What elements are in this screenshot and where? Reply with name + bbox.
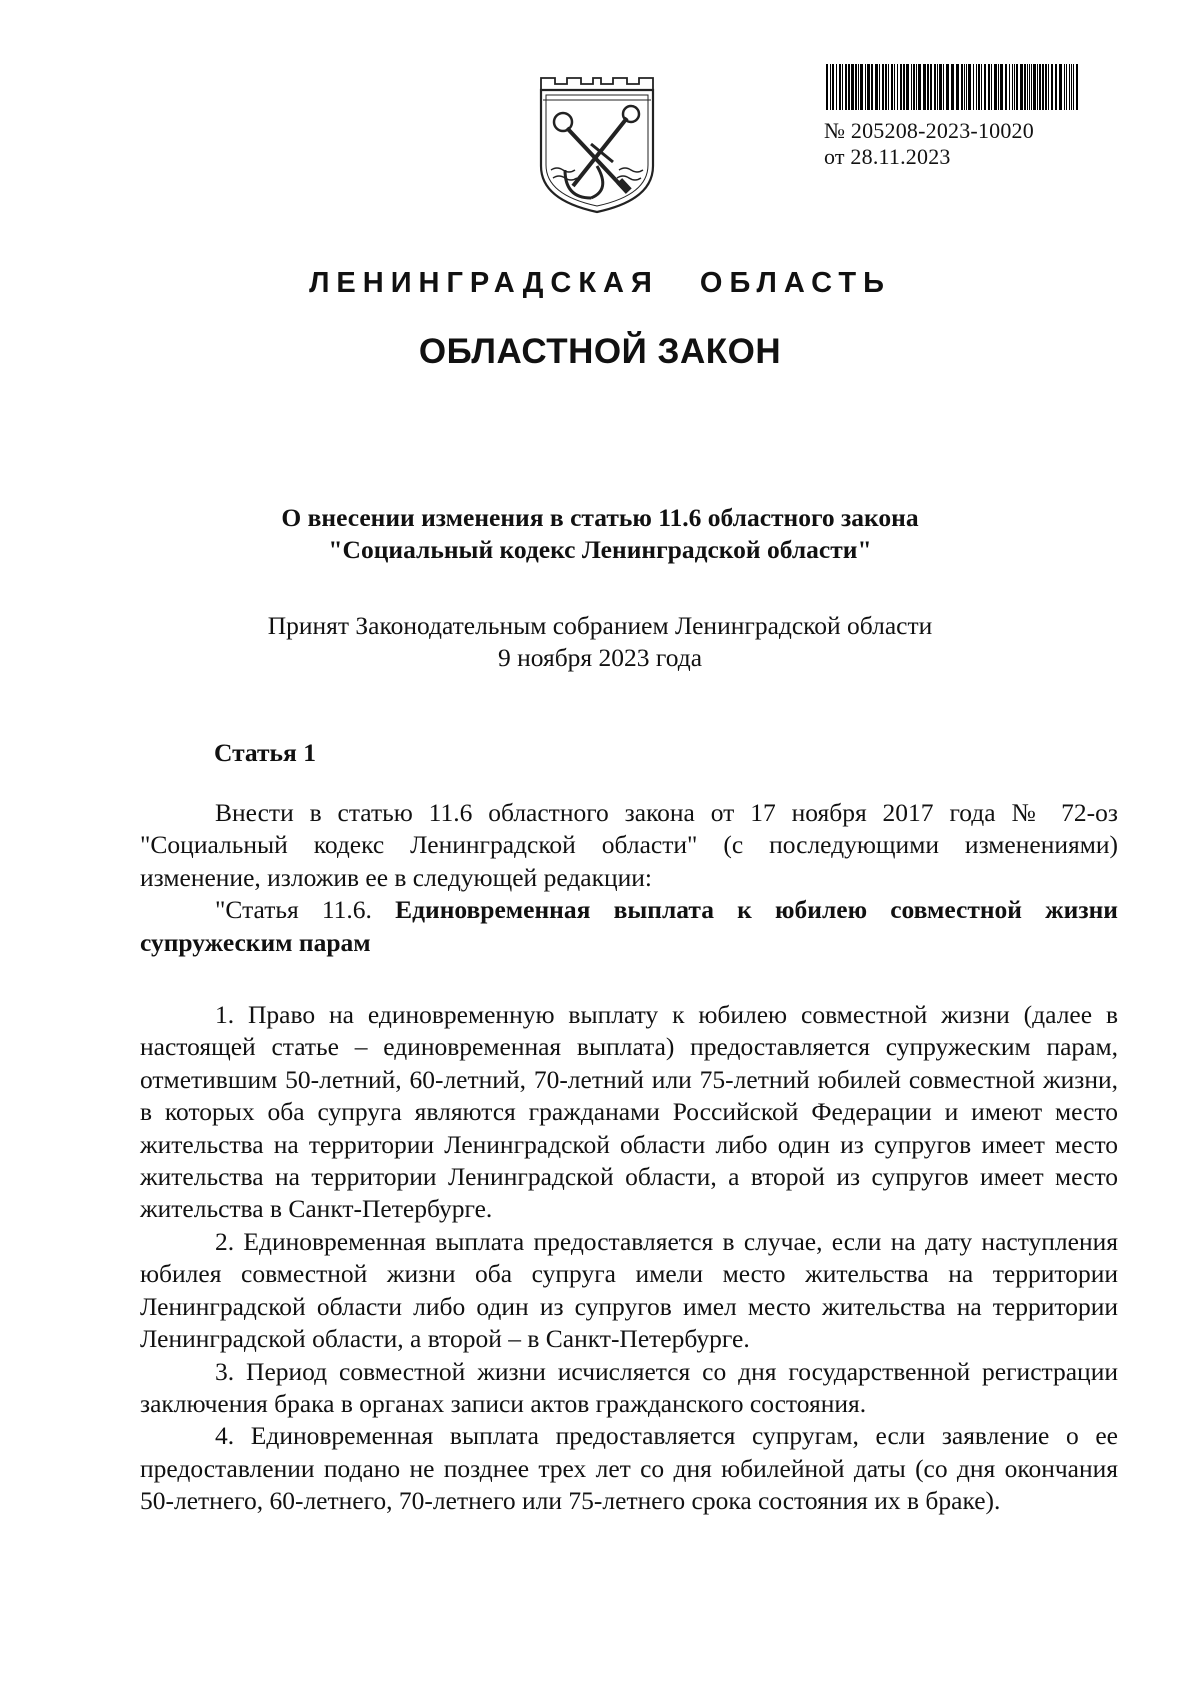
- barcode-bar: [966, 64, 967, 110]
- barcode-bar: [1012, 64, 1013, 110]
- barcode-bar: [1000, 64, 1003, 110]
- law-title-line: "Социальный кодекс Ленинградской области": [328, 535, 872, 564]
- barcode-bar: [918, 64, 921, 110]
- barcode-bar: [911, 64, 912, 110]
- new-article-heading: [140, 894, 1118, 959]
- barcode-bar: [830, 64, 831, 110]
- barcode-bar: [871, 64, 873, 110]
- barcode-bar: [860, 64, 863, 110]
- barcode-bar: [1037, 64, 1038, 110]
- barcode-bar: [1029, 64, 1030, 110]
- barcode-bar: [900, 64, 902, 110]
- barcode-bar: [845, 64, 847, 110]
- barcode-bar: [858, 64, 859, 110]
- barcode-bar: [826, 64, 828, 110]
- barcode-bar: [943, 64, 944, 110]
- barcode-bar: [897, 64, 898, 110]
- registration-number: № 205208-2023-10020: [824, 118, 1034, 143]
- adoption-note: [0, 610, 1200, 674]
- barcode-bar: [951, 64, 954, 110]
- barcode-bar: [927, 64, 929, 110]
- barcode-bar: [1076, 64, 1078, 110]
- spacer: [140, 959, 1118, 999]
- article-heading: Статья 1: [214, 738, 316, 767]
- barcode-bar: [981, 64, 982, 110]
- barcode-bar: [885, 64, 887, 110]
- barcode-bar: [961, 64, 963, 110]
- new-article-title: Единовременная выплата к юбилею совместной жизни супружеским парам: [140, 895, 1118, 957]
- barcode-bar: [1055, 64, 1057, 110]
- barcode-bar: [991, 64, 992, 110]
- barcode-bar: [1073, 64, 1074, 110]
- article-point: 2. Единовременная выплата предоставляется в случае, если на дату наступления юбилея совместной жизни оба супруга имели место жительства на территории Ленинградской области либо один из супругов имел место жительства на территории Ленинградской области, а второй – в Санкт-Петербурге.: [140, 1226, 1118, 1354]
- barcode-bar: [1042, 64, 1044, 110]
- barcode-bar: [937, 64, 938, 110]
- article-intro: Внести в статью 11.6 областного закона от 17 ноября 2017 года № 72-оз "Социальный кодекс Ленинградской области" (с последующими изменениями) изменение, изложив ее в следующей редакции:: [140, 798, 1118, 892]
- barcode-bar: [865, 64, 866, 110]
- barcode-bar: [1039, 64, 1041, 110]
- barcode-bar: [946, 64, 949, 110]
- barcode-bar: [1031, 64, 1032, 110]
- adoption-body: Принят Законодательным собранием Ленинградской области: [267, 611, 933, 640]
- barcode-bar: [879, 64, 880, 110]
- article-point: 1. Право на единовременную выплату к юбилею совместной жизни (далее в настоящей статье – единовременная выплата) предоставляется супружеским парам, отметившим 50-летний, 60-летний, 70-летний или 75-летний юбилей совместной жизни, в которых оба супруга являются гражданами Российской Федерации и имеют место жительства на территории Ленинградской области либо один из супругов имеет место жительства на территории Ленинградской области, а второй из супругов имеет место жительства в Санкт-Петербурге.: [140, 1000, 1118, 1224]
- barcode-bar: [882, 64, 884, 110]
- barcode-bar: [1069, 64, 1070, 110]
- barcode-bar: [934, 64, 936, 110]
- barcode-bar: [875, 64, 878, 110]
- law-type-heading: ОБЛАСТНОЙ ЗАКОН: [418, 332, 782, 371]
- barcode-bar: [867, 64, 870, 110]
- coat-of-arms-emblem: [535, 74, 659, 214]
- barcode-bar: [930, 64, 932, 110]
- barcode-bar: [1071, 64, 1072, 110]
- article-point: 4. Единовременная выплата предоставляется супругам, если заявление о ее предоставлении подано не позднее трех лет со дня юбилейной даты (со дня окончания 50-летнего, 60-летнего, 70-летнего или 75-летнего срока состояния их в браке).: [140, 1421, 1118, 1516]
- law-title-line: О внесении изменения в статью 11.6 областного закона: [281, 503, 919, 532]
- barcode-bar: [923, 64, 926, 110]
- barcode-bar: [906, 64, 909, 110]
- barcode-bar: [916, 64, 917, 110]
- barcode-bar: [968, 64, 971, 110]
- barcode-bar: [976, 64, 977, 110]
- barcode-bar: [1020, 64, 1023, 110]
- barcode-bar: [998, 64, 999, 110]
- barcode: [824, 64, 1082, 110]
- barcode-bar: [1066, 64, 1067, 110]
- barcode-bar: [848, 64, 850, 110]
- registration-date: от 28.11.2023: [824, 144, 951, 169]
- barcode-bar: [1027, 64, 1028, 110]
- barcode-bar: [888, 64, 889, 110]
- barcode-bar: [1059, 64, 1062, 110]
- barcode-bar: [891, 64, 893, 110]
- barcode-bar: [842, 64, 843, 110]
- barcode-bar: [939, 64, 942, 110]
- barcode-bar: [984, 64, 986, 110]
- barcode-bar: [894, 64, 895, 110]
- barcode-bar: [964, 64, 965, 110]
- barcode-bar: [1045, 64, 1047, 110]
- barcode-bar: [1051, 64, 1053, 110]
- barcode-bar: [836, 64, 837, 110]
- barcode-bar: [994, 64, 997, 110]
- barcode-bar: [832, 64, 834, 110]
- adoption-date: 9 ноября 2023 года: [497, 643, 703, 672]
- barcode-bar: [1016, 64, 1018, 110]
- barcode-bar: [839, 64, 841, 110]
- barcode-bar: [855, 64, 857, 110]
- article-point: 3. Период совместной жизни исчисляется со дня государственной регистрации заключения брака в органах записи актов гражданского состояния.: [140, 1356, 1118, 1418]
- barcode-bar: [978, 64, 980, 110]
- new-article-prefix: "Статья 11.6.: [215, 895, 372, 925]
- barcode-bar: [988, 64, 990, 110]
- region-name: ЛЕНИНГРАДСКАЯ ОБЛАСТЬ: [309, 267, 891, 299]
- barcode-bar: [1064, 64, 1065, 110]
- barcode-bar: [1033, 64, 1036, 110]
- barcode-bar: [973, 64, 974, 110]
- barcode-bar: [1024, 64, 1026, 110]
- law-title: [0, 502, 1200, 566]
- barcode-bar: [1009, 64, 1010, 110]
- barcode-bar: [903, 64, 905, 110]
- registration-stamp: [824, 64, 1084, 170]
- barcode-bar: [1014, 64, 1015, 110]
- barcode-bar: [851, 64, 854, 110]
- barcode-bar: [913, 64, 915, 110]
- barcode-bar: [956, 64, 959, 110]
- article-body: [140, 797, 1118, 1518]
- barcode-bar: [1005, 64, 1007, 110]
- barcode-bar: [1048, 64, 1049, 110]
